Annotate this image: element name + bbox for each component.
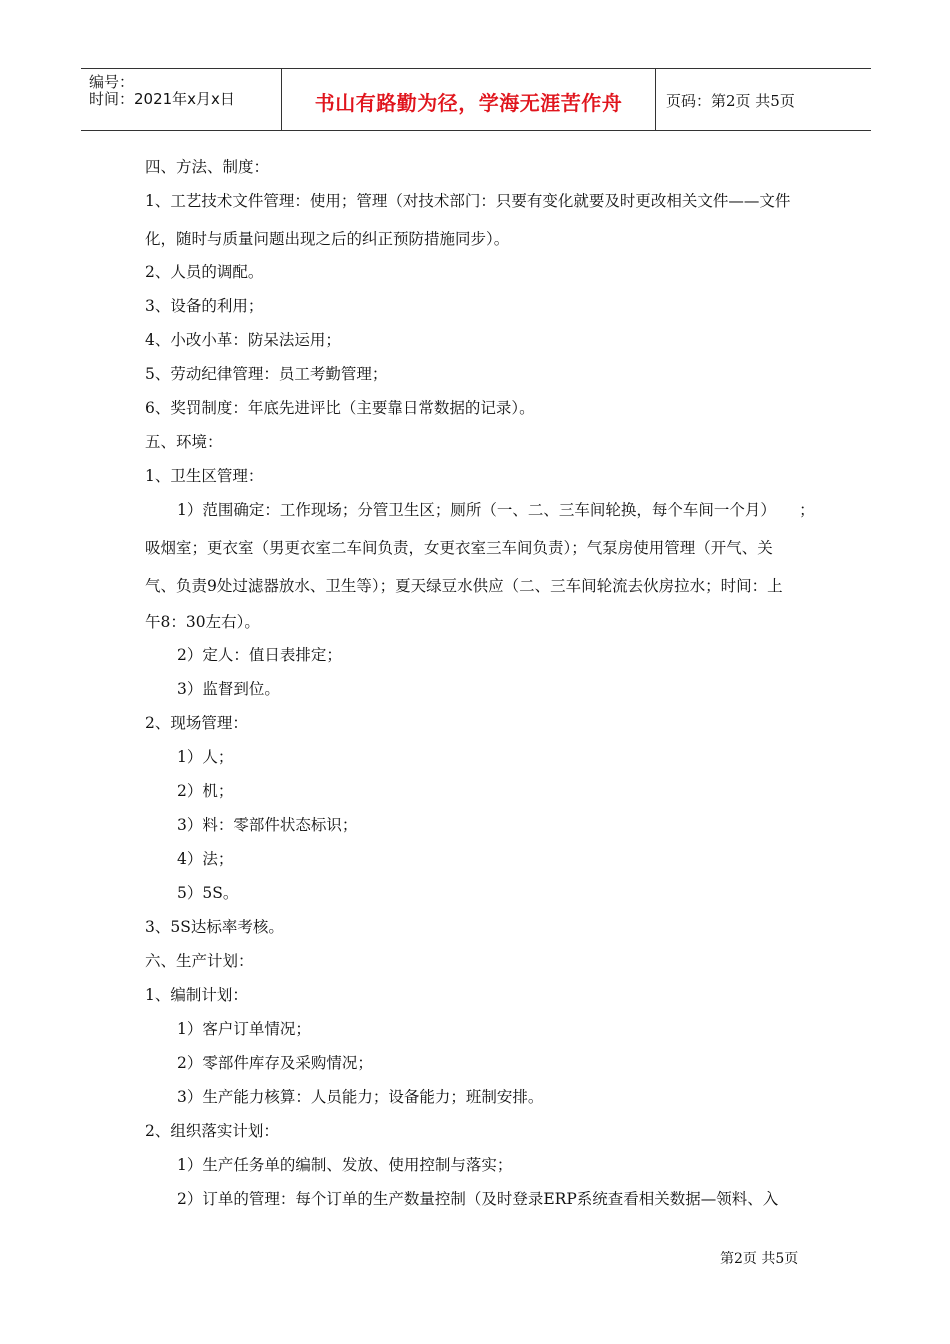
paragraph-line: 1、工艺技术文件管理：使用；管理（对技术部门：只要有变化就要及时更改相关文件——文件 — [145, 192, 791, 210]
paragraph-line: 4）法； — [177, 850, 234, 868]
paragraph-line: 5）5S。 — [177, 884, 239, 902]
header-meta-cell — [81, 69, 282, 130]
paragraph-line: 4、小改小革：防呆法运用； — [145, 331, 341, 349]
header-table — [81, 68, 871, 131]
paragraph-line: 1、编制计划： — [145, 986, 248, 1004]
paragraph-line: 3、5S达标率考核。 — [145, 918, 284, 936]
paragraph-line: 吸烟室；更衣室（男更衣室二车间负责，女更衣室三车间负责）；气泵房使用管理（开气、关 — [145, 539, 773, 557]
paragraph-line: 3）监督到位。 — [177, 680, 280, 698]
paragraph-line: 1）生产任务单的编制、发放、使用控制与落实； — [177, 1156, 513, 1174]
header-motto-cell — [282, 69, 656, 130]
paragraph-line: 6、奖罚制度：年底先进评比（主要靠日常数据的记录）。 — [145, 399, 535, 417]
paragraph-line: 5、劳动纪律管理：员工考勤管理； — [145, 365, 388, 383]
paragraph-line: 2、组织落实计划： — [145, 1122, 279, 1140]
page-label: 页码：第2页 共5页 — [666, 92, 795, 110]
page-footer: 第2页 共5页 — [720, 1251, 799, 1267]
paragraph-line: 2、现场管理： — [145, 714, 248, 732]
paragraph-line: 化，随时与质量问题出现之后的纠正预防措施同步）。 — [145, 230, 510, 248]
paragraph-line: 2）零部件库存及采购情况； — [177, 1054, 373, 1072]
time-label: 时间：2021年x月x日 — [89, 90, 235, 108]
number-label: 编号： — [89, 73, 135, 91]
section-heading: 五、环境： — [145, 433, 223, 451]
paragraph-line: 3、设备的利用； — [145, 297, 264, 315]
section-heading: 六、生产计划： — [145, 952, 254, 970]
motto: 书山有路勤为径，学海无涯苦作舟 — [314, 91, 623, 115]
paragraph-line: 2）定人：值日表排定； — [177, 646, 342, 664]
paragraph-line: 2）订单的管理：每个订单的生产数量控制（及时登录ERP系统查看相关数据—领料、入 — [177, 1190, 779, 1208]
section-heading: 四、方法、制度： — [145, 158, 270, 176]
header-page-cell — [656, 69, 871, 130]
paragraph-line: 1）人； — [177, 748, 234, 766]
paragraph-line: 3）生产能力核算：人员能力；设备能力；班制安排。 — [177, 1088, 544, 1106]
paragraph-line: 气、负责9处过滤器放水、卫生等）；夏天绿豆水供应（二、三车间轮流去伙房拉水；时间：上 — [145, 577, 783, 595]
paragraph-line: 3）料：零部件状态标识； — [177, 816, 358, 834]
paragraph-line: 1、卫生区管理： — [145, 467, 264, 485]
paragraph-line: 2）机； — [177, 782, 234, 800]
paragraph-line: 1）范围确定：工作现场；分管卫生区；厕所（一、二、三车间轮换，每个车间一个月） ； — [177, 501, 815, 519]
paragraph-line: 2、人员的调配。 — [145, 263, 264, 281]
paragraph-line: 1）客户订单情况； — [177, 1020, 311, 1038]
paragraph-line: 午8：30左右）。 — [145, 613, 260, 631]
